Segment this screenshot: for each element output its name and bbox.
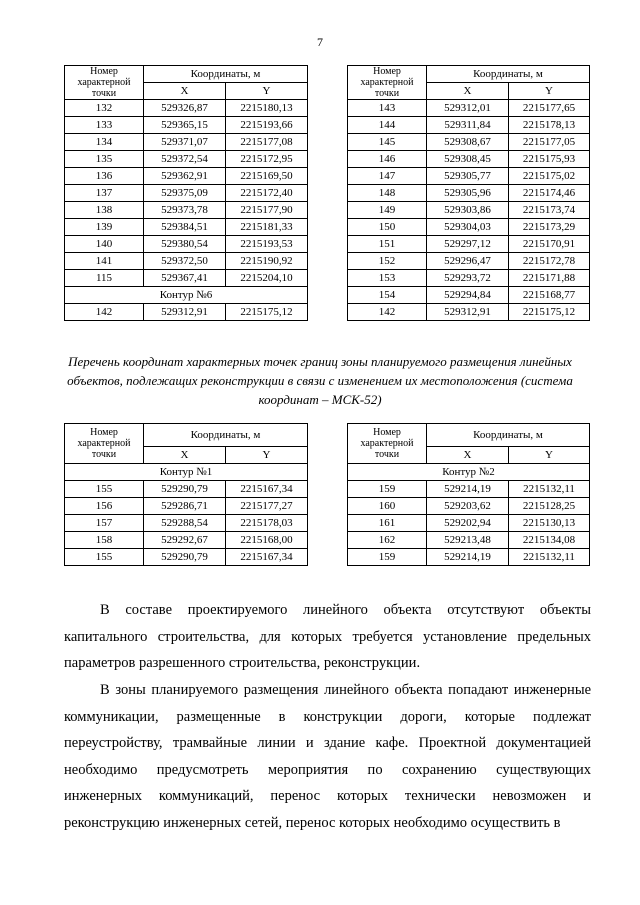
x-cell: 529367,41 (144, 270, 226, 287)
y-cell: 2215172,95 (226, 151, 308, 168)
header-x: X (144, 83, 226, 100)
point-number-cell: 154 (348, 287, 427, 304)
y-cell: 2215169,50 (226, 168, 308, 185)
point-number-cell: 141 (65, 253, 144, 270)
table-row (348, 202, 590, 219)
coordinates-table-1 (64, 65, 308, 321)
table-row (348, 532, 590, 549)
y-cell: 2215134,08 (509, 532, 590, 549)
table-row (65, 304, 308, 321)
x-cell: 529296,47 (427, 253, 509, 270)
point-number-cell: 143 (348, 100, 427, 117)
header-point-number: Номер характерной точки (348, 424, 427, 464)
y-cell: 2215173,29 (509, 219, 590, 236)
coordinates-table-2 (347, 65, 590, 321)
table-row (65, 549, 308, 566)
point-number-cell: 148 (348, 185, 427, 202)
header-y: Y (226, 447, 308, 464)
y-cell: 2215170,91 (509, 236, 590, 253)
x-cell: 529303,86 (427, 202, 509, 219)
header-coordinates: Координаты, м (144, 424, 308, 447)
table-row (65, 202, 308, 219)
x-cell: 529292,67 (144, 532, 226, 549)
table-row (348, 287, 590, 304)
table-row (65, 270, 308, 287)
x-cell: 529312,91 (427, 304, 509, 321)
y-cell: 2215175,12 (226, 304, 308, 321)
coordinates-table-4 (347, 423, 590, 566)
point-number-cell: 136 (65, 168, 144, 185)
y-cell: 2215174,46 (509, 185, 590, 202)
y-cell: 2215177,05 (509, 134, 590, 151)
table-row (348, 134, 590, 151)
x-cell: 529371,07 (144, 134, 226, 151)
x-cell: 529326,87 (144, 100, 226, 117)
y-cell: 2215173,74 (509, 202, 590, 219)
y-cell: 2215180,13 (226, 100, 308, 117)
header-coordinates: Координаты, м (427, 424, 590, 447)
table-row (348, 117, 590, 134)
point-number-cell: 135 (65, 151, 144, 168)
header-x: X (427, 447, 509, 464)
x-cell: 529311,84 (427, 117, 509, 134)
y-cell: 2215130,13 (509, 515, 590, 532)
header-coordinates: Координаты, м (144, 66, 308, 83)
header-y: Y (509, 447, 590, 464)
table-row (348, 168, 590, 185)
point-number-cell: 159 (348, 481, 427, 498)
table-row (348, 185, 590, 202)
header-coordinates: Координаты, м (427, 66, 590, 83)
point-number-cell: 142 (65, 304, 144, 321)
table-row (65, 100, 308, 117)
coordinates-table-3 (64, 423, 308, 566)
x-cell: 529305,77 (427, 168, 509, 185)
x-cell: 529305,96 (427, 185, 509, 202)
y-cell: 2215177,08 (226, 134, 308, 151)
x-cell: 529308,67 (427, 134, 509, 151)
table-row (348, 549, 590, 566)
coordinates-caption: Перечень координат характерных точек границ зоны планируемого размещения линейных объектов, подлежащих реконструкции в связи с изменением их местоположения (система координат – МСК-52) (67, 354, 573, 407)
table-row (65, 253, 308, 270)
point-number-cell: 144 (348, 117, 427, 134)
point-number-cell: 145 (348, 134, 427, 151)
x-cell: 529312,01 (427, 100, 509, 117)
point-number-cell: 149 (348, 202, 427, 219)
y-cell: 2215168,00 (226, 532, 308, 549)
x-cell: 529372,50 (144, 253, 226, 270)
x-cell: 529288,54 (144, 515, 226, 532)
contour-row (348, 464, 590, 481)
y-cell: 2215178,03 (226, 515, 308, 532)
y-cell: 2215177,90 (226, 202, 308, 219)
point-number-cell: 162 (348, 532, 427, 549)
header-y: Y (509, 83, 590, 100)
x-cell: 529380,54 (144, 236, 226, 253)
point-number-cell: 139 (65, 219, 144, 236)
contour-row (65, 287, 308, 304)
x-cell: 529372,54 (144, 151, 226, 168)
x-cell: 529384,51 (144, 219, 226, 236)
table-row (65, 185, 308, 202)
point-number-cell: 142 (348, 304, 427, 321)
point-number-cell: 155 (65, 549, 144, 566)
point-number-cell: 138 (65, 202, 144, 219)
y-cell: 2215175,12 (509, 304, 590, 321)
point-number-cell: 133 (65, 117, 144, 134)
y-cell: 2215175,02 (509, 168, 590, 185)
y-cell: 2215177,65 (509, 100, 590, 117)
x-cell: 529365,15 (144, 117, 226, 134)
table-row (65, 481, 308, 498)
paragraph-1: В составе проектируемого линейного объекта отсутствуют объекты капитального строительства, для которых требуется установление предельных параметров разрешенного строительства, реконструкции. (64, 602, 591, 671)
table-row (348, 481, 590, 498)
header-x: X (144, 447, 226, 464)
contour-label: Контур №1 (65, 464, 308, 481)
point-number-cell: 161 (348, 515, 427, 532)
point-number-cell: 115 (65, 270, 144, 287)
y-cell: 2215178,13 (509, 117, 590, 134)
x-cell: 529290,79 (144, 549, 226, 566)
header-point-number: Номер характерной точки (65, 66, 144, 100)
header-y: Y (226, 83, 308, 100)
point-number-cell: 152 (348, 253, 427, 270)
table-row (348, 270, 590, 287)
x-cell: 529362,91 (144, 168, 226, 185)
x-cell: 529308,45 (427, 151, 509, 168)
x-cell: 529290,79 (144, 481, 226, 498)
y-cell: 2215190,92 (226, 253, 308, 270)
table-row (348, 304, 590, 321)
point-number-cell: 146 (348, 151, 427, 168)
table-row (65, 219, 308, 236)
x-cell: 529312,91 (144, 304, 226, 321)
y-cell: 2215167,34 (226, 481, 308, 498)
header-point-number: Номер характерной точки (348, 66, 427, 100)
x-cell: 529375,09 (144, 185, 226, 202)
point-number-cell: 157 (65, 515, 144, 532)
contour-label: Контур №2 (348, 464, 590, 481)
table-row (65, 168, 308, 185)
table-row (348, 100, 590, 117)
x-cell: 529373,78 (144, 202, 226, 219)
table-row (65, 532, 308, 549)
point-number-cell: 153 (348, 270, 427, 287)
table-row (65, 134, 308, 151)
x-cell: 529203,62 (427, 498, 509, 515)
x-cell: 529297,12 (427, 236, 509, 253)
x-cell: 529214,19 (427, 549, 509, 566)
table-row (65, 117, 308, 134)
table-row (348, 236, 590, 253)
table-row (348, 253, 590, 270)
y-cell: 2215193,53 (226, 236, 308, 253)
y-cell: 2215132,11 (509, 481, 590, 498)
y-cell: 2215172,40 (226, 185, 308, 202)
table-row (65, 515, 308, 532)
page-number: 7 (317, 35, 323, 49)
point-number-cell: 160 (348, 498, 427, 515)
y-cell: 2215168,77 (509, 287, 590, 304)
y-cell: 2215167,34 (226, 549, 308, 566)
point-number-cell: 140 (65, 236, 144, 253)
y-cell: 2215177,27 (226, 498, 308, 515)
y-cell: 2215175,93 (509, 151, 590, 168)
point-number-cell: 158 (65, 532, 144, 549)
point-number-cell: 134 (65, 134, 144, 151)
x-cell: 529286,71 (144, 498, 226, 515)
point-number-cell: 159 (348, 549, 427, 566)
point-number-cell: 155 (65, 481, 144, 498)
point-number-cell: 147 (348, 168, 427, 185)
point-number-cell: 151 (348, 236, 427, 253)
paragraph-2: В зоны планируемого размещения линейного объекта попадают инженерные коммуникации, размещенные в конструкции дороги, которые подлежат переустройству, трамвайные линии и здание кафе. Проектной документацией необходимо предусмотреть мероприятия по сохранению существующих инженерных коммуникаций, перенос которых технически невозможен и реконструкцию инженерных сетей, перенос которых необходимо осуществить в (64, 682, 591, 831)
x-cell: 529213,48 (427, 532, 509, 549)
table-row (348, 151, 590, 168)
contour-row (65, 464, 308, 481)
contour-label: Контур №6 (65, 287, 308, 304)
y-cell: 2215171,88 (509, 270, 590, 287)
table-row (348, 219, 590, 236)
table-row (348, 498, 590, 515)
table-row (348, 515, 590, 532)
y-cell: 2215204,10 (226, 270, 308, 287)
point-number-cell: 150 (348, 219, 427, 236)
x-cell: 529202,94 (427, 515, 509, 532)
x-cell: 529293,72 (427, 270, 509, 287)
table-row (65, 498, 308, 515)
header-x: X (427, 83, 509, 100)
point-number-cell: 137 (65, 185, 144, 202)
x-cell: 529304,03 (427, 219, 509, 236)
y-cell: 2215132,11 (509, 549, 590, 566)
table-row (65, 151, 308, 168)
x-cell: 529214,19 (427, 481, 509, 498)
header-point-number: Номер характерной точки (65, 424, 144, 464)
table-row (65, 236, 308, 253)
y-cell: 2215128,25 (509, 498, 590, 515)
y-cell: 2215181,33 (226, 219, 308, 236)
x-cell: 529294,84 (427, 287, 509, 304)
point-number-cell: 156 (65, 498, 144, 515)
point-number-cell: 132 (65, 100, 144, 117)
y-cell: 2215172,78 (509, 253, 590, 270)
y-cell: 2215193,66 (226, 117, 308, 134)
